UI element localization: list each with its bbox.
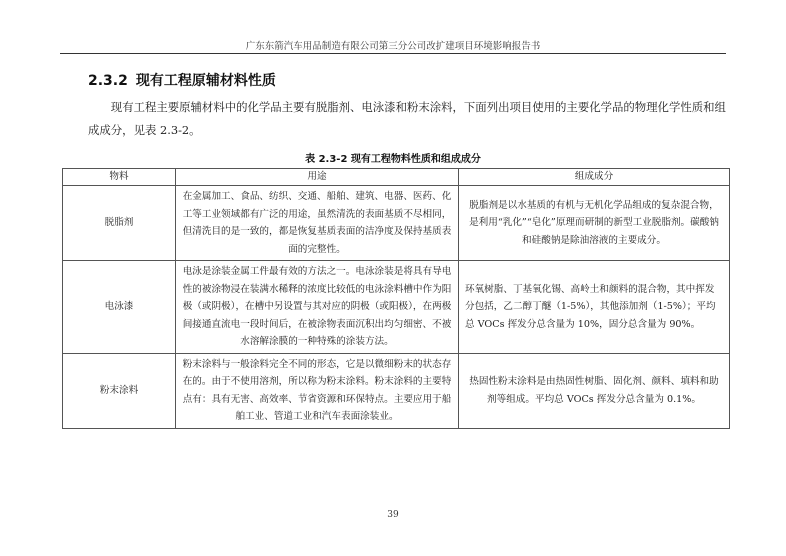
composition-cell: 热固性粉末涂料是由热固性树脂、固化剂、颜料、填料和助剂等组成。平均总 VOCs 挥发分总含量为 0.1%。	[459, 353, 730, 428]
composition-cell: 脱脂剂是以水基质的有机与无机化学品组成的复杂混合物，是利用“乳化”“皂化”原理而研制的新型工业脱脂剂。碳酸钠和硅酸钠是除油溶液的主要成分。	[459, 186, 730, 261]
section-heading	[88, 70, 276, 90]
table-row	[63, 261, 730, 354]
section-number: 2.3.2	[88, 73, 128, 89]
use-cell: 在金属加工、食品、纺织、交通、船舶、建筑、电器、医药、化工等工业领域都有广泛的用途，虽然清洗的表面基质不尽相同，但清洗目的是一致的，都是恢复基质表面的洁净度及保持基质表面的完整性。	[176, 186, 459, 261]
section-title: 现有工程原辅材料性质	[135, 73, 276, 89]
table-row	[63, 353, 730, 428]
materials-table	[62, 168, 730, 429]
header-rule	[60, 53, 726, 54]
material-cell: 脱脂剂	[63, 186, 176, 261]
use-cell: 粉末涂料与一般涂料完全不同的形态，它是以微细粉末的状态存在的。由于不使用溶剂，所以称为粉末涂料。粉末涂料的主要特点有：具有无害、高效率、节省资源和环保特点。主要应用于船舶工业、管道工业和汽车表面涂装业。	[176, 353, 459, 428]
header-material: 物料	[63, 169, 176, 186]
page-number: 39	[387, 510, 399, 520]
material-cell: 粉末涂料	[63, 353, 176, 428]
table-caption: 表 2.3-2 现有工程物料性质和组成成分	[305, 154, 481, 165]
table-row	[63, 186, 730, 261]
composition-cell: 环氧树脂、丁基氧化锡、高岭土和颜料的混合物，其中挥发分包括，乙二醇丁醚（1-5%），其他添加剂（1-5%）；平均总 VOCs 挥发分总含量为 10%，固分总含量为 90%。	[459, 261, 730, 354]
use-cell: 电泳是涂装金属工件最有效的方法之一。电泳涂装是将具有导电性的被涂物浸在装满水稀释的浓度比较低的电泳涂料槽中作为阳极（或阴极），在槽中另设置与其对应的阴极（或阳极），在两极间接通直流电一段时间后，在被涂物表面沉积出均匀细密、不被水溶解涂膜的一种特殊的涂装方法。	[176, 261, 459, 354]
header-composition: 组成成分	[459, 169, 730, 186]
material-cell: 电泳漆	[63, 261, 176, 354]
page-header: 广东东箭汽车用品制造有限公司第三分公司改扩建项目环境影响报告书	[245, 41, 541, 52]
intro-paragraph: 现有工程主要原辅材料中的化学品主要有脱脂剂、电泳漆和粉末涂料，下面列出项目使用的主要化学品的物理化学性质和组成成分，见表 2.3-2。	[88, 100, 726, 137]
header-use: 用途	[176, 169, 459, 186]
table-header-row	[63, 169, 730, 186]
